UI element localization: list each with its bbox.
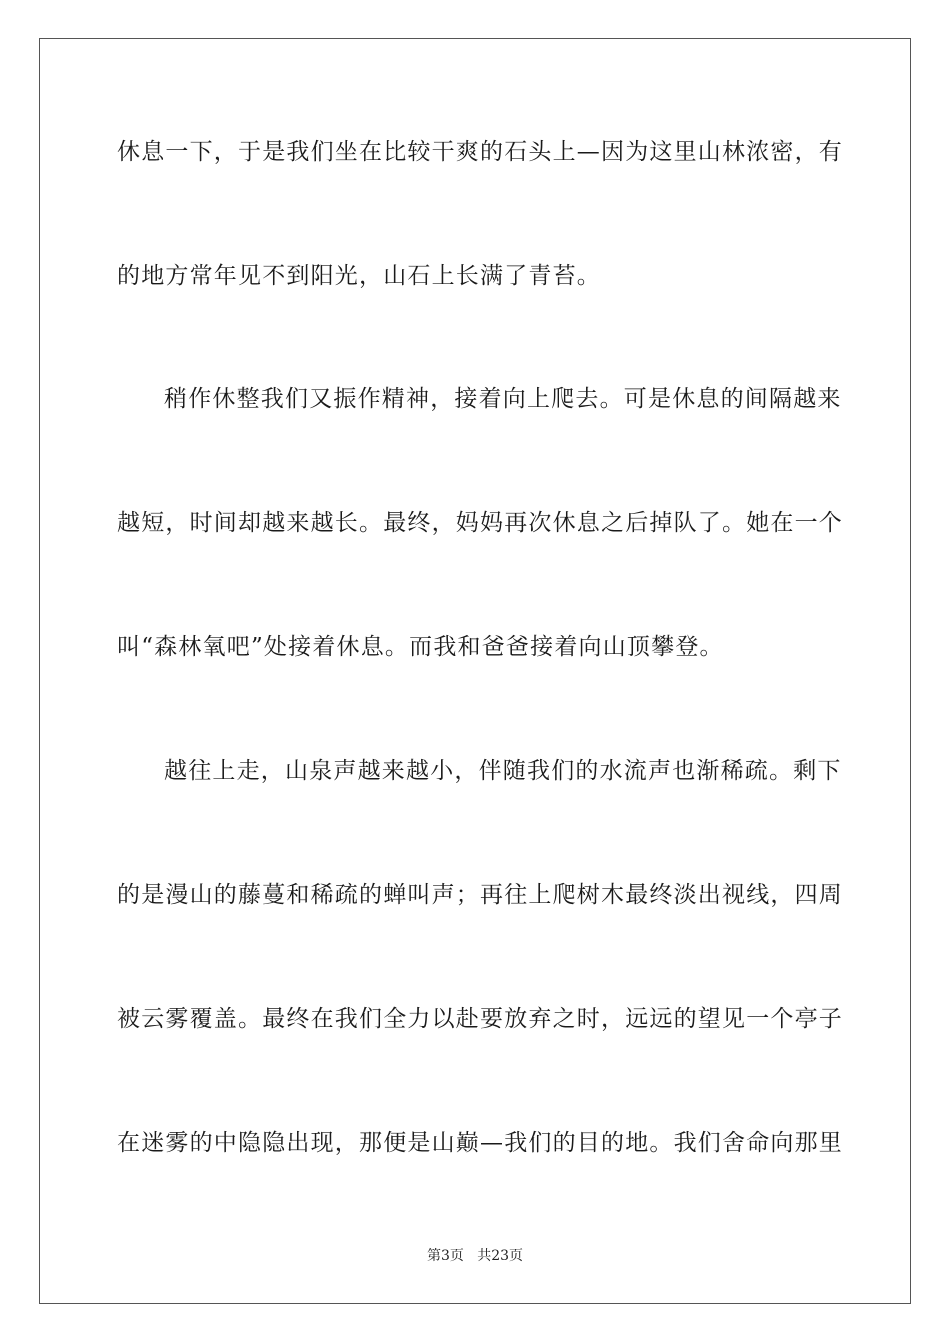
text-line-6: 越往上走，山泉声越来越小，伴随我们的水流声也渐稀疏。剩下 [164, 758, 842, 784]
page-number-footer: 第3页 共23页 [426, 1248, 524, 1264]
text-line-1: 休息一下，于是我们坐在比较干爽的石头上—因为这里山林浓密，有 [117, 139, 843, 165]
text-line-2: 的地方常年见不到阳光，山石上长满了青苔。 [117, 263, 601, 289]
text-line-7: 的是漫山的藤蔓和稀疏的蝉叫声；再往上爬树木最终淡出视线，四周 [117, 882, 843, 908]
text-line-3: 稍作休整我们又振作精神，接着向上爬去。可是休息的间隔越来 [164, 386, 842, 412]
text-line-4: 越短，时间却越来越长。最终，妈妈再次休息之后掉队了。她在一个 [117, 510, 843, 536]
text-line-9: 在迷雾的中隐隐出现，那便是山巅—我们的目的地。我们舍命向那里 [117, 1130, 843, 1156]
text-line-5: 叫“森林氧吧”处接着休息。而我和爸爸接着向山顶攀登。 [117, 634, 724, 660]
page-border [39, 38, 911, 1304]
text-line-8: 被云雾覆盖。最终在我们全力以赴要放弃之时，远远的望见一个亭子 [117, 1006, 843, 1032]
